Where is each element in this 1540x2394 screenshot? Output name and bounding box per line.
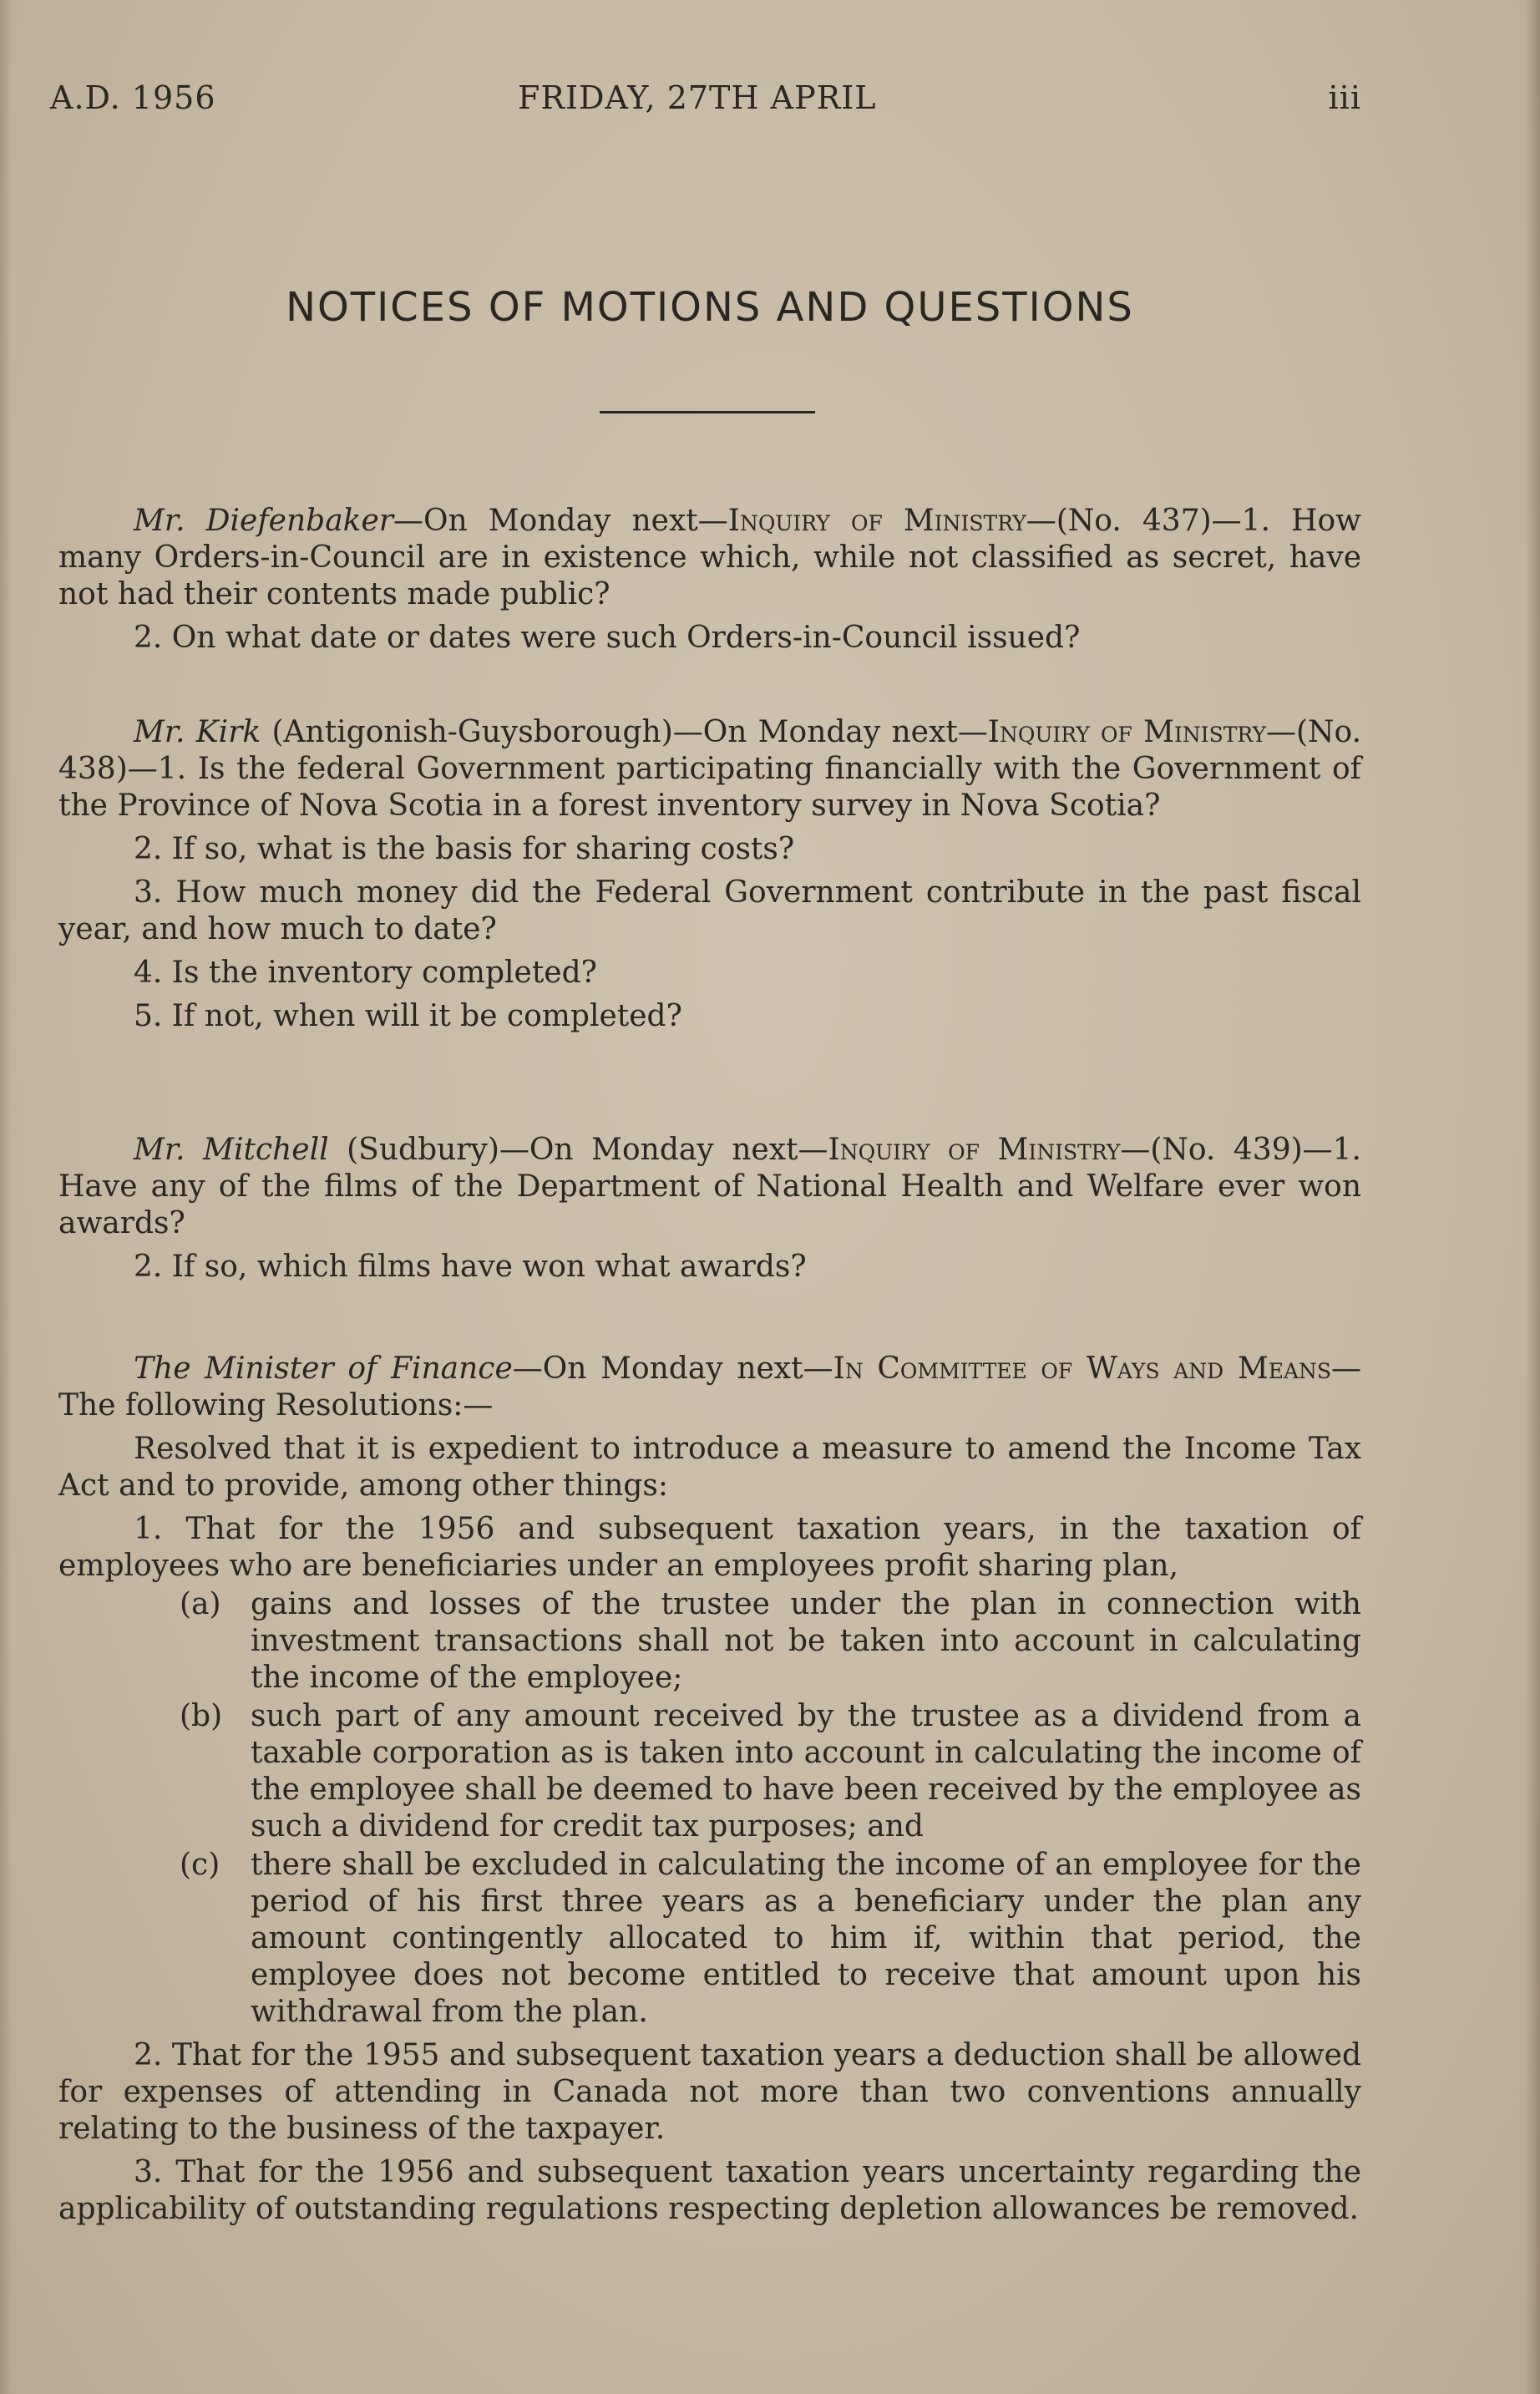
motion-lead: (Antigonish-Guysborough)—On Monday next— (261, 715, 988, 749)
subitem-label: (b) (180, 1699, 223, 1733)
motion-lead: —On Monday next— (512, 1352, 833, 1386)
subitem-text: such part of any amount received by the trustee as a dividend from a taxable corporation as is taken into account in calculating the income of the employee shall be deemed to have been received by the employee as such a dividend for credit tax purposes; and (251, 1699, 1361, 1844)
motion-item: 5. If not, when will it be completed? (134, 999, 682, 1033)
header-date: FRIDAY, 27TH APRIL (518, 79, 877, 116)
motion-question: —(No. 437)—1. How many Orders-in-Council are in existence which, while not classified as secret, have not had their contents made public? (58, 504, 1361, 611)
resolution-subitem-a (58, 1586, 1361, 1697)
motion-text (58, 503, 1361, 613)
motion-kind: Inquiry of Ministry (727, 504, 1026, 538)
motion-question: —(No. 438)—1. Is the federal Government participating financially with the Government of the Province of Nova Scotia in a forest inventory survey in Nova Scotia? (58, 715, 1362, 823)
motion-minister-of-finance (58, 1351, 1361, 2228)
motion-item: 3. How much money did the Federal Government contribute in the past fiscal year, and how much to date? (58, 875, 1361, 946)
motion-item: 4. Is the inventory completed? (134, 956, 597, 990)
page-edge-left (0, 0, 12, 2394)
subitem-label: (a) (180, 1587, 221, 1621)
motion-intro: —The following Resolutions:— (58, 1352, 1361, 1423)
resolution-preamble: Resolved that it is expedient to introduce a measure to amend the Income Tax Act and to provide, among other things: (58, 1432, 1361, 1503)
motion-mitchell (58, 1132, 1361, 1286)
subitem-text: gains and losses of the trustee under the plan in connection with investment transactions shall not be taken into account in calculating the income of the employee; (251, 1587, 1361, 1695)
resolution-subitem-b (58, 1698, 1361, 1845)
page-edge-right (1525, 0, 1540, 2394)
motion-item: 2. If so, what is the basis for sharing costs? (134, 832, 795, 866)
motion-item: 2. If so, which films have won what awards? (134, 1250, 807, 1284)
motion-kirk (58, 714, 1361, 1035)
motion-text (58, 1351, 1361, 1424)
page-title: NOTICES OF MOTIONS AND QUESTIONS (286, 284, 1134, 331)
motion-mover: Mr. Kirk (134, 715, 261, 749)
motion-mover: Mr. Mitchell (134, 1133, 329, 1167)
subitem-label: (c) (180, 1848, 220, 1882)
running-header (50, 79, 1361, 121)
title-divider (600, 411, 815, 413)
header-year: A.D. 1956 (50, 79, 216, 116)
motion-item: 2. On what date or dates were such Orders-in-Council issued? (134, 621, 1081, 655)
resolution-point-2: 2. That for the 1955 and subsequent taxation years a deduction shall be allowed for expenses of attending in Canada not more than two conventions annually relating to the business of the taxpayer. (58, 2038, 1361, 2146)
motion-kind: In Committee of Ways and Means (833, 1352, 1331, 1386)
motion-lead: —On Monday next— (393, 504, 728, 538)
motion-mover: Mr. Diefenbaker (134, 504, 393, 538)
motion-diefenbaker (58, 503, 1361, 657)
motion-question: —(No. 439)—1. Have any of the films of the Department of National Health and Welfare ever won awards? (58, 1133, 1361, 1240)
motion-mover: The Minister of Finance (134, 1352, 513, 1386)
page-number: iii (1328, 79, 1361, 116)
motion-text (58, 714, 1361, 824)
motion-text (58, 1132, 1361, 1242)
subitem-text: there shall be excluded in calculating the income of an employee for the period of his first three years as a beneficiary under the plan any amount contingently allocated to him if, within that period, the employee does not become entitled to receive that amount upon his withdrawal from the plan. (251, 1848, 1361, 2029)
resolution-point-3: 3. That for the 1956 and subsequent taxation years uncertainty regarding the applicability of outstanding regulations respecting depletion allowances be removed. (58, 2155, 1361, 2226)
motion-kind: Inquiry of Ministry (987, 715, 1266, 749)
resolution-subitem-c (58, 1847, 1361, 2031)
motion-kind: Inquiry of Ministry (828, 1133, 1121, 1167)
motion-lead: (Sudbury)—On Monday next— (328, 1133, 828, 1167)
resolution-point-1: 1. That for the 1956 and subsequent taxation years, in the taxation of employees who are beneficiaries under an employees profit sharing plan, (58, 1512, 1361, 1583)
